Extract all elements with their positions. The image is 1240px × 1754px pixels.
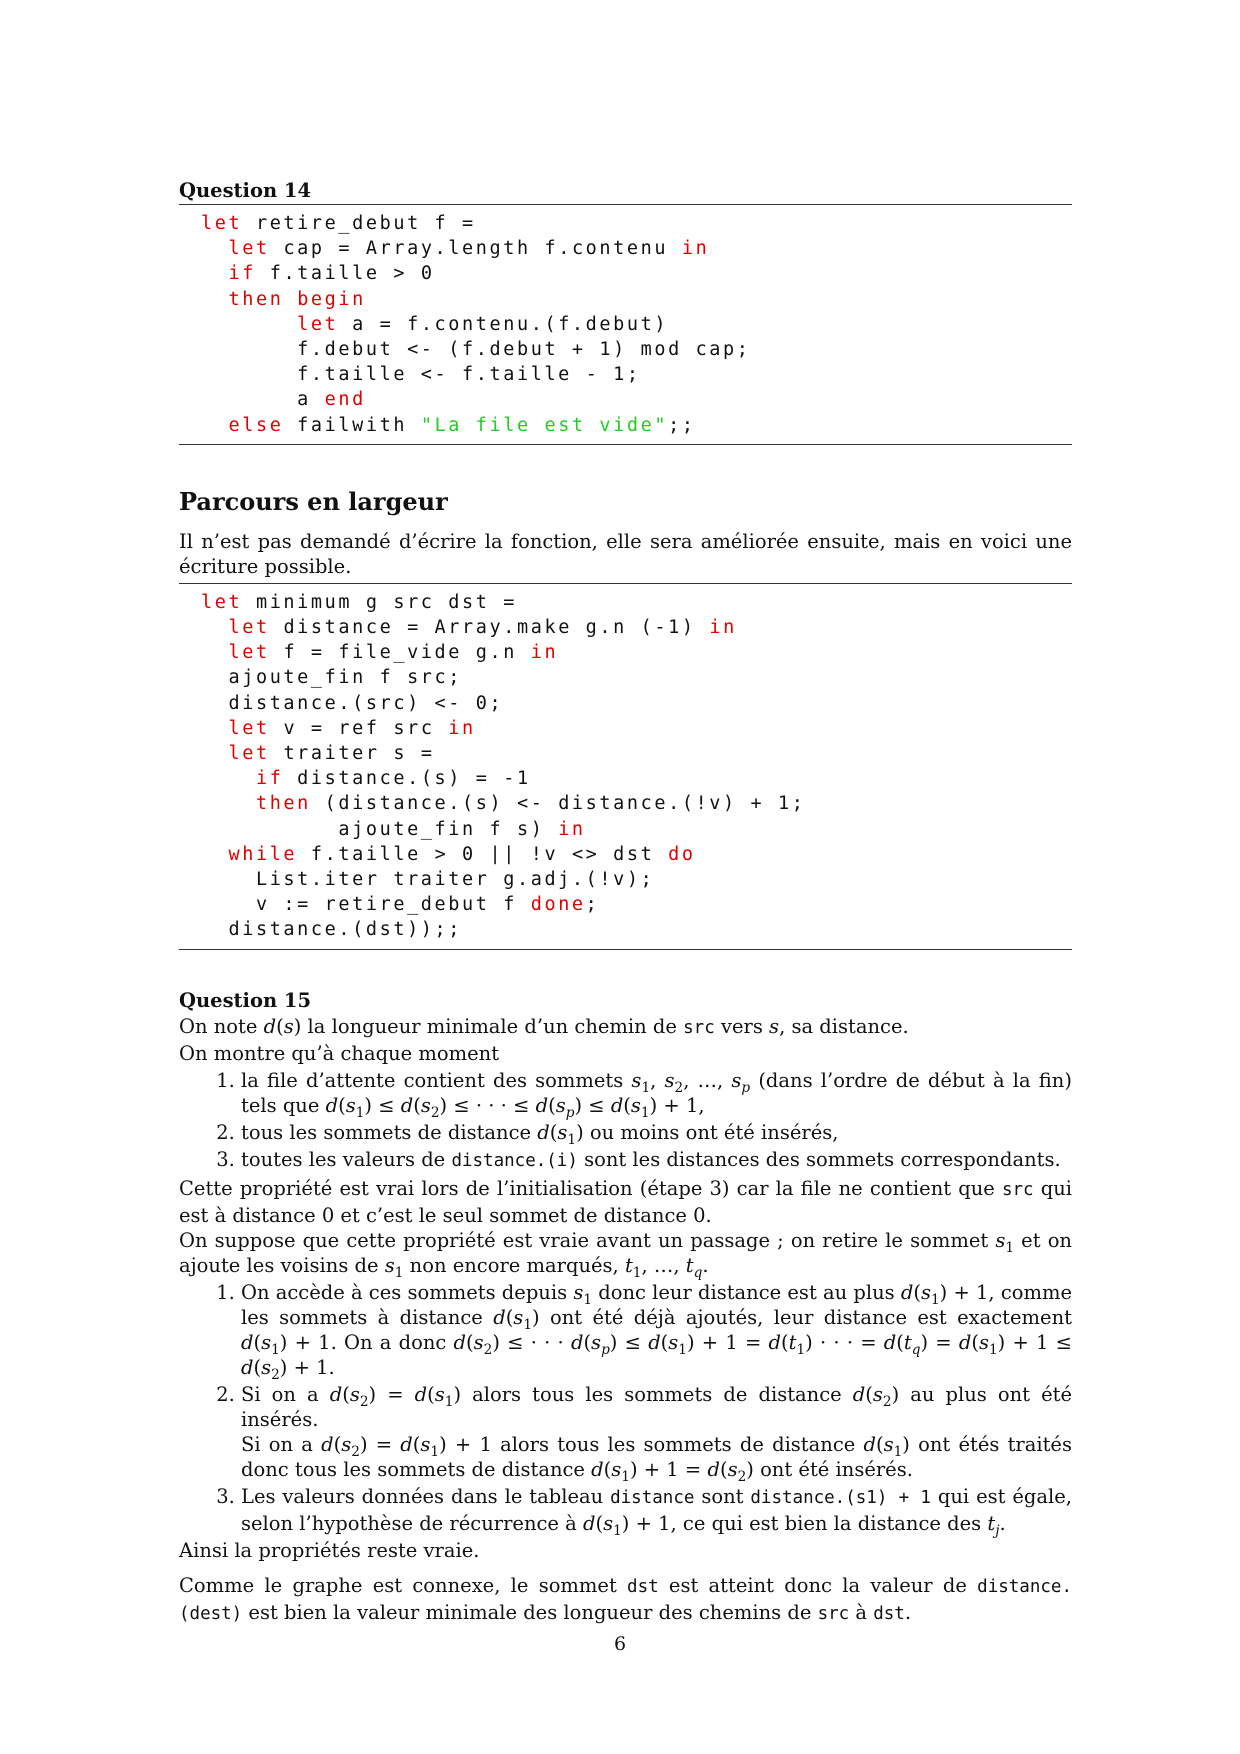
- list-item: 3. toutes les valeurs de distance.(i) sont les distances des sommets correspondants.: [241, 1147, 1072, 1174]
- code-line: while f.taille > 0 || !v <> dst do: [228, 843, 696, 865]
- code-line: f.taille <- f.taille - 1;: [201, 364, 641, 386]
- code-line: ajoute_fin f s) in: [201, 818, 586, 840]
- code-line: let distance = Array.make g.n (-1) in: [228, 617, 737, 639]
- code-line: ajoute_fin f src;: [201, 667, 463, 689]
- paragraph: On note d(s) la longueur minimale d’un chemin de src vers s, sa distance.: [179, 1014, 909, 1038]
- code-line: let traiter s =: [228, 743, 435, 765]
- code-line: let a = f.contenu.(f.debut): [297, 313, 669, 335]
- code-line: if distance.(s) = -1: [255, 768, 531, 790]
- paragraph: Cette propriété est vrai lors de l’initialisation (étape 3) car la file ne contient que src qui est à distance 0 et c’est le seul sommet de distance 0.: [179, 1176, 1072, 1227]
- code-line: then (distance.(s) <- distance.(!v) + 1;: [255, 793, 806, 815]
- list-item: 2. tous les sommets de distance $d(s_1)$ ou moins ont été insérés,: [241, 1120, 1072, 1145]
- list-item: 3. Les valeurs données dans le tableau distance sont distance.(s1) + 1 qui est égale, selon l’hypothèse de récurrence à $d(s_1) + 1$, ce qui est bien la distance des $t_j$.: [241, 1484, 1072, 1536]
- code-line: let retire_debut f =: [201, 213, 476, 234]
- code-line: a end: [201, 389, 366, 411]
- list-item: 1. On accède à ces sommets depuis $s_1$ donc leur distance est au plus $d(s_1) + 1$, comme les sommets à distance $d(s_1)$ ont été déjà ajoutés, leur distance est exactement $d(s_1) + 1$. On a donc $d(s_2)$ ≤ · · · $d(s_p) \le d(s_1) + 1 = d(t_1)$ · · · = $d(t_q) = d(s_1) + 1 \le d(s_2) + 1$.: [241, 1280, 1072, 1380]
- paragraph: On suppose que cette propriété est vraie avant un passage ; on retire le sommet $s_1$ et on ajoute les voisins de $s_1$ non encore marqués, $t_1$, …, $t_q$.: [179, 1228, 1072, 1281]
- paragraph: Comme le graphe est connexe, le sommet dst est atteint donc la valeur de distance.(dest) est bien la valeur minimale des longueur des chemins de src à dst.: [179, 1573, 1072, 1624]
- code-line: f.debut <- (f.debut + 1) mod cap;: [201, 339, 751, 361]
- code-line: List.iter traiter g.adj.(!v);: [201, 869, 655, 891]
- code-line: else failwith "La file est vide";;: [228, 414, 696, 436]
- paragraph: On montre qu’à chaque moment: [179, 1041, 500, 1065]
- page-content: [179, 178, 1072, 1627]
- code-rule-bottom: [179, 444, 1072, 445]
- list-item: 2. Si on a $d(s_2) = d(s_1)$ alors tous les sommets de distance $d(s_2)$ au plus ont été insérés. Si on a $d(s_2) = d(s_1) + 1$ alors tous les sommets de distance $d(s_1)$ ont étés traités donc tous les sommets de distance $d(s_1) + 1 = d(s_2)$ ont été insérés.: [241, 1382, 1072, 1482]
- code-line: let cap = Array.length f.contenu in: [228, 238, 710, 260]
- code-line: if f.taille > 0: [228, 263, 435, 285]
- intro-paragraph: Il n’est pas demandé d’écrire la fonction, elle sera améliorée ensuite, mais en voici une écriture possible.: [179, 529, 1072, 578]
- list-item: 1. la file d’attente contient des sommets $s_1$, $s_2$, …, $s_p$ (dans l’ordre de début à la fin) tels que $d(s_1) \le d(s_2)$ ≤ · · · ≤ $d(s_p) \le d(s_1) + 1$,: [241, 1068, 1072, 1118]
- proof-list: [179, 1280, 1072, 1539]
- page-number: 6: [613, 1633, 627, 1655]
- question-15-title: Question 15: [179, 988, 312, 1012]
- code-line: let minimum g src dst =: [201, 591, 517, 613]
- code-line: then begin: [228, 288, 366, 310]
- invariant-list: [179, 1068, 1072, 1174]
- code-line: distance.(src) <- 0;: [201, 692, 504, 714]
- paragraph: Ainsi la propriétés reste vraie.: [179, 1538, 480, 1562]
- code-line: let v = ref src in: [228, 717, 476, 739]
- section-title: Parcours en largeur: [179, 486, 448, 516]
- code-line: let f = file_vide g.n in: [228, 642, 559, 664]
- code-block-minimum: [179, 584, 1072, 949]
- question-14-title: Question 14: [179, 179, 312, 202]
- code-line: v := retire_debut f done;: [201, 894, 600, 916]
- code-block-retire-debut: [179, 205, 1072, 444]
- code-line: distance.(dst));;: [201, 919, 463, 941]
